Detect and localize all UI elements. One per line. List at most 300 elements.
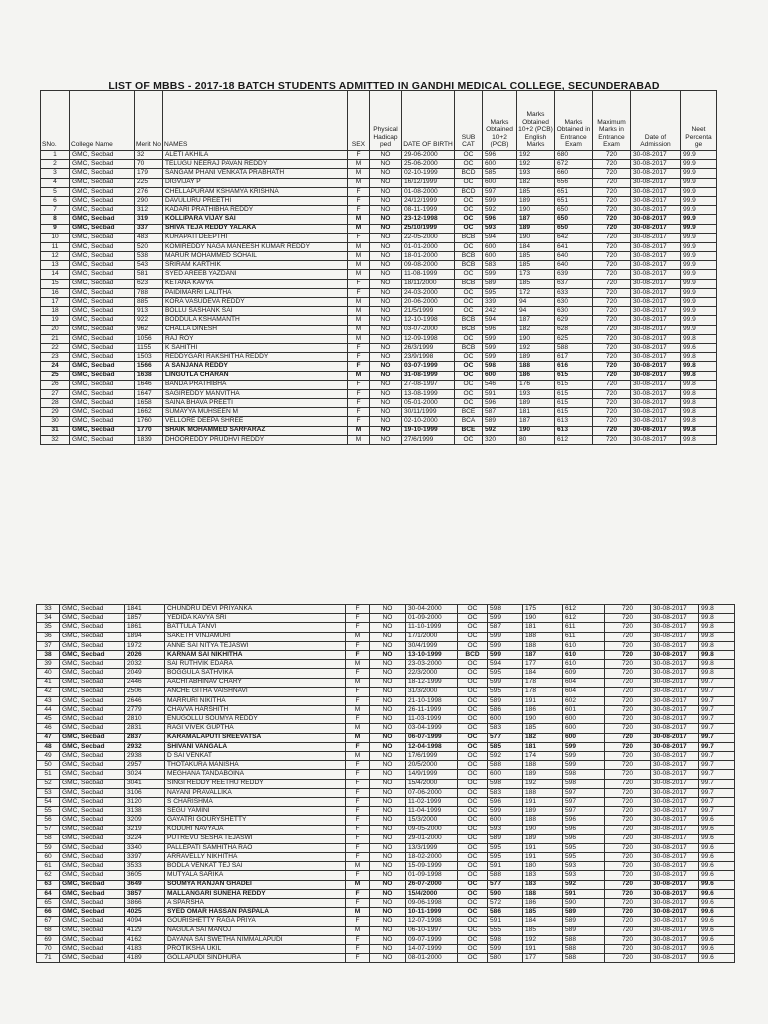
cell-marks-entrance: 639 bbox=[555, 270, 593, 279]
cell-max-marks: 720 bbox=[593, 242, 631, 251]
cell-admission-date: 30-08-2017 bbox=[651, 825, 699, 834]
cell-marks-12: 600 bbox=[483, 242, 517, 251]
cell-sex: M bbox=[346, 706, 370, 715]
cell-marks-12: 598 bbox=[488, 935, 523, 944]
cell-name: SOUMYA RANJAN GHADEI bbox=[165, 880, 346, 889]
table-row bbox=[37, 862, 735, 871]
cell-sno: 68 bbox=[37, 926, 60, 935]
cell-marks-english: 94 bbox=[517, 307, 555, 316]
cell-marks-entrance: 642 bbox=[555, 233, 593, 242]
cell-sno: 21 bbox=[41, 334, 70, 343]
cell-marks-12: 594 bbox=[483, 316, 517, 325]
cell-marks-english: 190 bbox=[517, 233, 555, 242]
cell-merit-no: 1056 bbox=[135, 334, 163, 343]
cell-merit-no: 1894 bbox=[125, 632, 165, 641]
cell-marks-english: 183 bbox=[523, 871, 563, 880]
cell-sub-cat: OC bbox=[458, 797, 488, 806]
cell-marks-english: 190 bbox=[523, 614, 563, 623]
cell-college: GMC, Secbad bbox=[60, 752, 125, 761]
cell-marks-12: 339 bbox=[483, 298, 517, 307]
cell-marks-entrance: 637 bbox=[555, 279, 593, 288]
cell-marks-12: 600 bbox=[488, 715, 523, 724]
cell-marks-english: 185 bbox=[523, 926, 563, 935]
cell-sno: 40 bbox=[37, 669, 60, 678]
cell-marks-entrance: 656 bbox=[555, 178, 593, 187]
cell-physical-handicap: NO bbox=[370, 761, 406, 770]
table-row bbox=[37, 889, 735, 898]
cell-dob: 06-07-1999 bbox=[406, 733, 458, 742]
cell-college: GMC, Secbad bbox=[60, 669, 125, 678]
cell-sno: 56 bbox=[37, 816, 60, 825]
cell-sno: 28 bbox=[41, 399, 70, 408]
cell-sno: 38 bbox=[37, 650, 60, 659]
cell-max-marks: 720 bbox=[605, 935, 651, 944]
cell-max-marks: 720 bbox=[593, 417, 631, 426]
cell-marks-english: 187 bbox=[523, 650, 563, 659]
cell-sub-cat: OC bbox=[458, 724, 488, 733]
cell-marks-entrance: 650 bbox=[555, 206, 593, 215]
cell-physical-handicap: NO bbox=[370, 687, 406, 696]
cell-physical-handicap: NO bbox=[370, 362, 402, 371]
cell-marks-english: 192 bbox=[523, 935, 563, 944]
cell-admission-date: 30-08-2017 bbox=[651, 834, 699, 843]
cell-max-marks: 720 bbox=[593, 362, 631, 371]
cell-marks-english: 175 bbox=[523, 605, 563, 614]
cell-merit-no: 3866 bbox=[125, 899, 165, 908]
cell-max-marks: 720 bbox=[593, 215, 631, 224]
cell-name: MARUR MOHAMMED SOHAIL bbox=[163, 252, 348, 261]
cell-physical-handicap: NO bbox=[370, 316, 402, 325]
cell-sno: 25 bbox=[41, 371, 70, 380]
cell-sex: F bbox=[348, 380, 370, 389]
cell-marks-english: 191 bbox=[523, 944, 563, 953]
cell-max-marks: 720 bbox=[593, 380, 631, 389]
cell-neet-percentage: 99.8 bbox=[699, 614, 735, 623]
cell-marks-english: 184 bbox=[517, 242, 555, 251]
cell-sub-cat: BCB bbox=[455, 279, 483, 288]
cell-college: GMC, Secbad bbox=[70, 353, 135, 362]
cell-physical-handicap: NO bbox=[370, 233, 402, 242]
cell-neet-percentage: 99.9 bbox=[681, 261, 717, 270]
cell-name: KODURI NAVYAJA bbox=[165, 825, 346, 834]
cell-sno: 18 bbox=[41, 307, 70, 316]
cell-max-marks: 720 bbox=[605, 632, 651, 641]
cell-max-marks: 720 bbox=[593, 169, 631, 178]
cell-physical-handicap: NO bbox=[370, 261, 402, 270]
cell-marks-entrance: 613 bbox=[555, 417, 593, 426]
table-row bbox=[41, 389, 717, 398]
cell-merit-no: 2049 bbox=[125, 669, 165, 678]
cell-college: GMC, Secbad bbox=[60, 605, 125, 614]
cell-neet-percentage: 99.7 bbox=[699, 779, 735, 788]
cell-name: KADARI PRATHIBHA REDDY bbox=[163, 206, 348, 215]
cell-name: KORA VASUDEVA REDDY bbox=[163, 298, 348, 307]
cell-marks-english: 191 bbox=[523, 696, 563, 705]
cell-name: NAYANI PRAVALLIKA bbox=[165, 788, 346, 797]
cell-sex: M bbox=[346, 862, 370, 871]
cell-max-marks: 720 bbox=[605, 908, 651, 917]
cell-merit-no: 538 bbox=[135, 252, 163, 261]
cell-neet-percentage: 99.9 bbox=[681, 151, 717, 160]
cell-neet-percentage: 99.9 bbox=[681, 288, 717, 297]
table-row bbox=[37, 926, 735, 935]
cell-admission-date: 30-08-2017 bbox=[651, 678, 699, 687]
cell-admission-date: 30-08-2017 bbox=[631, 325, 681, 334]
cell-marks-12: 596 bbox=[488, 797, 523, 806]
cell-physical-handicap: NO bbox=[370, 353, 402, 362]
cell-dob: 02-10-2000 bbox=[402, 417, 455, 426]
cell-max-marks: 720 bbox=[605, 696, 651, 705]
header-sno: SNo. bbox=[41, 91, 70, 151]
cell-sno: 2 bbox=[41, 160, 70, 169]
cell-name: KARNAM SAI NIKHITHA bbox=[165, 650, 346, 659]
cell-physical-handicap: NO bbox=[370, 696, 406, 705]
cell-neet-percentage: 99.7 bbox=[699, 687, 735, 696]
cell-name: PALLEPATI SAMHITHA RAO bbox=[165, 843, 346, 852]
cell-college: GMC, Secbad bbox=[70, 187, 135, 196]
cell-admission-date: 30-08-2017 bbox=[651, 935, 699, 944]
cell-sno: 16 bbox=[41, 288, 70, 297]
cell-name: MARRURI NIKITHA bbox=[165, 696, 346, 705]
cell-dob: 03-07-2000 bbox=[402, 325, 455, 334]
cell-merit-no: 1658 bbox=[135, 399, 163, 408]
cell-dob: 09-07-1999 bbox=[406, 935, 458, 944]
cell-sub-cat: OC bbox=[455, 362, 483, 371]
cell-neet-percentage: 99.8 bbox=[699, 605, 735, 614]
cell-sex: M bbox=[348, 334, 370, 343]
cell-neet-percentage: 99.7 bbox=[699, 788, 735, 797]
header-sub-cat: SUB CAT bbox=[455, 91, 483, 151]
cell-marks-12: 595 bbox=[488, 687, 523, 696]
cell-sub-cat: OC bbox=[458, 834, 488, 843]
cell-neet-percentage: 99.7 bbox=[699, 678, 735, 687]
cell-merit-no: 2810 bbox=[125, 715, 165, 724]
cell-sub-cat: OC bbox=[455, 353, 483, 362]
cell-dob: 26-07-2000 bbox=[406, 880, 458, 889]
cell-sex: F bbox=[346, 788, 370, 797]
cell-college: GMC, Secbad bbox=[60, 917, 125, 926]
cell-marks-entrance: 601 bbox=[563, 706, 605, 715]
cell-marks-english: 185 bbox=[517, 187, 555, 196]
cell-sub-cat: OC bbox=[455, 224, 483, 233]
cell-neet-percentage: 99.7 bbox=[699, 733, 735, 742]
cell-sno: 30 bbox=[41, 417, 70, 426]
cell-college: GMC, Secbad bbox=[60, 788, 125, 797]
cell-admission-date: 30-08-2017 bbox=[631, 206, 681, 215]
cell-name: SUMAYYA MUHSEEN M bbox=[163, 408, 348, 417]
cell-sub-cat: OC bbox=[458, 853, 488, 862]
cell-dob: 23/9/1998 bbox=[402, 353, 455, 362]
cell-physical-handicap: NO bbox=[370, 307, 402, 316]
cell-max-marks: 720 bbox=[593, 270, 631, 279]
table-row bbox=[37, 788, 735, 797]
table-row bbox=[37, 761, 735, 770]
cell-marks-12: 593 bbox=[483, 224, 517, 233]
cell-sex: M bbox=[348, 169, 370, 178]
table-row bbox=[37, 834, 735, 843]
cell-sno: 11 bbox=[41, 242, 70, 251]
header-names: NAMES bbox=[163, 91, 348, 151]
cell-sex: M bbox=[346, 752, 370, 761]
cell-college: GMC, Secbad bbox=[70, 362, 135, 371]
cell-physical-handicap: NO bbox=[370, 334, 402, 343]
cell-marks-12: 591 bbox=[488, 917, 523, 926]
cell-physical-handicap: NO bbox=[370, 605, 406, 614]
cell-admission-date: 30-08-2017 bbox=[631, 261, 681, 270]
cell-admission-date: 30-08-2017 bbox=[651, 779, 699, 788]
cell-merit-no: 2932 bbox=[125, 742, 165, 751]
table-row bbox=[41, 353, 717, 362]
cell-sub-cat: OC bbox=[455, 160, 483, 169]
cell-max-marks: 720 bbox=[605, 641, 651, 650]
cell-sno: 66 bbox=[37, 908, 60, 917]
cell-neet-percentage: 99.6 bbox=[699, 926, 735, 935]
cell-sex: F bbox=[346, 816, 370, 825]
cell-sno: 50 bbox=[37, 761, 60, 770]
header-physical-handicap: Physical Hadicap ped bbox=[370, 91, 402, 151]
cell-max-marks: 720 bbox=[593, 224, 631, 233]
cell-admission-date: 30-08-2017 bbox=[631, 160, 681, 169]
cell-college: GMC, Secbad bbox=[70, 399, 135, 408]
cell-marks-english: 181 bbox=[523, 742, 563, 751]
cell-name: LINGUTLA CHARAN bbox=[163, 371, 348, 380]
cell-marks-12: 600 bbox=[483, 252, 517, 261]
cell-name: SAKETH VINJAMURI bbox=[165, 632, 346, 641]
cell-dob: 01-09-1998 bbox=[406, 871, 458, 880]
cell-merit-no: 2831 bbox=[125, 724, 165, 733]
cell-sub-cat: OC bbox=[458, 770, 488, 779]
cell-neet-percentage: 99.6 bbox=[699, 880, 735, 889]
cell-sub-cat: BCD bbox=[455, 169, 483, 178]
cell-neet-percentage: 99.8 bbox=[699, 632, 735, 641]
cell-dob: 13-08-1999 bbox=[402, 389, 455, 398]
cell-marks-entrance: 610 bbox=[563, 641, 605, 650]
cell-marks-english: 193 bbox=[517, 389, 555, 398]
cell-name: THOTAKURA MANISHA bbox=[165, 761, 346, 770]
cell-name: BODDULA KSHAMANTH bbox=[163, 316, 348, 325]
cell-marks-12: 599 bbox=[483, 196, 517, 205]
cell-marks-12: 320 bbox=[483, 435, 517, 444]
cell-name: SYED AREEB YAZDANI bbox=[163, 270, 348, 279]
cell-marks-entrance: 600 bbox=[563, 715, 605, 724]
cell-sex: F bbox=[348, 233, 370, 242]
cell-marks-english: 187 bbox=[517, 316, 555, 325]
cell-max-marks: 720 bbox=[593, 252, 631, 261]
cell-marks-entrance: 592 bbox=[563, 880, 605, 889]
cell-marks-12: 599 bbox=[488, 632, 523, 641]
cell-physical-handicap: NO bbox=[370, 252, 402, 261]
cell-college: GMC, Secbad bbox=[70, 160, 135, 169]
table-row bbox=[37, 733, 735, 742]
cell-dob: 15-09-1999 bbox=[406, 862, 458, 871]
cell-dob: 23-03-2000 bbox=[406, 660, 458, 669]
cell-name: KARAMALAPUTI SREEVATSA bbox=[165, 733, 346, 742]
table-row bbox=[37, 843, 735, 852]
cell-name: SAI RUTHVIK EDARA bbox=[165, 660, 346, 669]
table-row bbox=[37, 908, 735, 917]
cell-sub-cat: BCD bbox=[455, 187, 483, 196]
cell-college: GMC, Secbad bbox=[60, 908, 125, 917]
cell-dob: 18-01-2000 bbox=[402, 252, 455, 261]
cell-max-marks: 720 bbox=[593, 151, 631, 160]
cell-marks-entrance: 612 bbox=[555, 435, 593, 444]
cell-sno: 22 bbox=[41, 343, 70, 352]
cell-dob: 30-04-2000 bbox=[406, 605, 458, 614]
cell-max-marks: 720 bbox=[593, 316, 631, 325]
cell-sno: 32 bbox=[41, 435, 70, 444]
cell-sno: 59 bbox=[37, 843, 60, 852]
cell-marks-12: 593 bbox=[488, 825, 523, 834]
cell-name: REDDYGARI RAKSHITHA REDDY bbox=[163, 353, 348, 362]
cell-merit-no: 32 bbox=[135, 151, 163, 160]
cell-dob: 24/12/1999 bbox=[402, 196, 455, 205]
cell-sno: 29 bbox=[41, 408, 70, 417]
cell-college: GMC, Secbad bbox=[60, 862, 125, 871]
cell-sex: F bbox=[348, 353, 370, 362]
cell-sno: 43 bbox=[37, 696, 60, 705]
cell-sub-cat: OC bbox=[458, 669, 488, 678]
cell-marks-english: 186 bbox=[517, 371, 555, 380]
cell-marks-english: 189 bbox=[523, 834, 563, 843]
cell-name: BATTULA TANVI bbox=[165, 623, 346, 632]
cell-marks-entrance: 600 bbox=[563, 733, 605, 742]
cell-name: AACHI ABHINAV CHARY bbox=[165, 678, 346, 687]
cell-name: BODLA VENKAT TEJ SAI bbox=[165, 862, 346, 871]
cell-dob: 12-09-1998 bbox=[402, 334, 455, 343]
cell-neet-percentage: 99.6 bbox=[699, 954, 735, 963]
cell-sub-cat: OC bbox=[458, 779, 488, 788]
cell-sno: 64 bbox=[37, 889, 60, 898]
cell-marks-english: 187 bbox=[517, 215, 555, 224]
cell-marks-english: 189 bbox=[517, 399, 555, 408]
cell-marks-english: 193 bbox=[517, 169, 555, 178]
cell-marks-english: 189 bbox=[517, 196, 555, 205]
cell-max-marks: 720 bbox=[605, 724, 651, 733]
cell-sub-cat: OC bbox=[455, 151, 483, 160]
cell-merit-no: 1638 bbox=[135, 371, 163, 380]
cell-physical-handicap: NO bbox=[370, 834, 406, 843]
cell-sex: M bbox=[348, 215, 370, 224]
cell-merit-no: 520 bbox=[135, 242, 163, 251]
cell-marks-english: 190 bbox=[523, 715, 563, 724]
cell-sex: F bbox=[346, 687, 370, 696]
cell-sex: M bbox=[348, 242, 370, 251]
cell-sno: 8 bbox=[41, 215, 70, 224]
cell-college: GMC, Secbad bbox=[60, 807, 125, 816]
cell-sub-cat: BCD bbox=[458, 650, 488, 659]
cell-admission-date: 30-08-2017 bbox=[651, 669, 699, 678]
cell-physical-handicap: NO bbox=[370, 187, 402, 196]
cell-marks-entrance: 628 bbox=[555, 325, 593, 334]
cell-sex: M bbox=[348, 307, 370, 316]
cell-neet-percentage: 99.9 bbox=[681, 196, 717, 205]
cell-college: GMC, Secbad bbox=[70, 389, 135, 398]
cell-marks-entrance: 598 bbox=[563, 779, 605, 788]
cell-dob: 06-10-1997 bbox=[406, 926, 458, 935]
table-row bbox=[37, 816, 735, 825]
cell-marks-12: 586 bbox=[488, 908, 523, 917]
cell-sno: 39 bbox=[37, 660, 60, 669]
cell-max-marks: 720 bbox=[593, 399, 631, 408]
cell-sno: 4 bbox=[41, 178, 70, 187]
cell-neet-percentage: 99.7 bbox=[699, 770, 735, 779]
cell-marks-english: 186 bbox=[523, 899, 563, 908]
cell-physical-handicap: NO bbox=[370, 954, 406, 963]
cell-marks-english: 178 bbox=[523, 687, 563, 696]
cell-marks-12: 592 bbox=[488, 752, 523, 761]
cell-admission-date: 30-08-2017 bbox=[651, 696, 699, 705]
cell-sex: F bbox=[348, 187, 370, 196]
cell-dob: 21/5/1999 bbox=[402, 307, 455, 316]
cell-sex: F bbox=[348, 206, 370, 215]
cell-college: GMC, Secbad bbox=[70, 224, 135, 233]
cell-merit-no: 3024 bbox=[125, 770, 165, 779]
cell-merit-no: 1662 bbox=[135, 408, 163, 417]
cell-sno: 5 bbox=[41, 187, 70, 196]
cell-physical-handicap: NO bbox=[370, 614, 406, 623]
cell-name: ENUGOLLU SOUMYA REDDY bbox=[165, 715, 346, 724]
cell-marks-12: 591 bbox=[483, 389, 517, 398]
cell-max-marks: 720 bbox=[593, 187, 631, 196]
cell-admission-date: 30-08-2017 bbox=[651, 889, 699, 898]
cell-sno: 71 bbox=[37, 954, 60, 963]
table-row bbox=[37, 678, 735, 687]
table-row bbox=[41, 187, 717, 196]
cell-max-marks: 720 bbox=[605, 788, 651, 797]
cell-marks-entrance: 611 bbox=[563, 623, 605, 632]
cell-merit-no: 4189 bbox=[125, 954, 165, 963]
cell-name: VELLORE DEEPA SHREE bbox=[163, 417, 348, 426]
cell-sex: M bbox=[346, 660, 370, 669]
cell-name: MALLANGARI SUNEHA REDDY bbox=[165, 889, 346, 898]
cell-sub-cat: OC bbox=[458, 715, 488, 724]
table-row bbox=[41, 160, 717, 169]
table-row bbox=[41, 343, 717, 352]
cell-sex: F bbox=[346, 807, 370, 816]
cell-sub-cat: OC bbox=[455, 270, 483, 279]
cell-college: GMC, Secbad bbox=[60, 779, 125, 788]
cell-marks-12: 599 bbox=[483, 353, 517, 362]
cell-marks-12: 594 bbox=[488, 660, 523, 669]
cell-merit-no: 3605 bbox=[125, 871, 165, 880]
cell-marks-english: 188 bbox=[523, 761, 563, 770]
cell-sub-cat: BCB bbox=[455, 261, 483, 270]
cell-marks-english: 188 bbox=[523, 788, 563, 797]
cell-name: ANNE SAI NITYA TEJASWI bbox=[165, 641, 346, 650]
cell-neet-percentage: 99.8 bbox=[699, 650, 735, 659]
cell-physical-handicap: NO bbox=[370, 196, 402, 205]
cell-marks-english: 192 bbox=[517, 343, 555, 352]
table-row bbox=[41, 380, 717, 389]
cell-physical-handicap: NO bbox=[370, 807, 406, 816]
cell-neet-percentage: 99.7 bbox=[699, 752, 735, 761]
cell-sno: 36 bbox=[37, 632, 60, 641]
cell-marks-12: 596 bbox=[483, 215, 517, 224]
cell-max-marks: 720 bbox=[593, 408, 631, 417]
table-row bbox=[37, 853, 735, 862]
cell-marks-entrance: 615 bbox=[555, 399, 593, 408]
cell-sno: 61 bbox=[37, 862, 60, 871]
cell-sno: 35 bbox=[37, 623, 60, 632]
cell-sub-cat: OC bbox=[458, 880, 488, 889]
cell-name: KOMIREDDY NAGA MANEESH KUMAR REDDY bbox=[163, 242, 348, 251]
cell-merit-no: 1861 bbox=[125, 623, 165, 632]
cell-sub-cat: OC bbox=[458, 908, 488, 917]
cell-dob: 25-06-2000 bbox=[402, 160, 455, 169]
cell-marks-entrance: 625 bbox=[555, 334, 593, 343]
cell-physical-handicap: NO bbox=[370, 623, 406, 632]
cell-sex: F bbox=[346, 935, 370, 944]
